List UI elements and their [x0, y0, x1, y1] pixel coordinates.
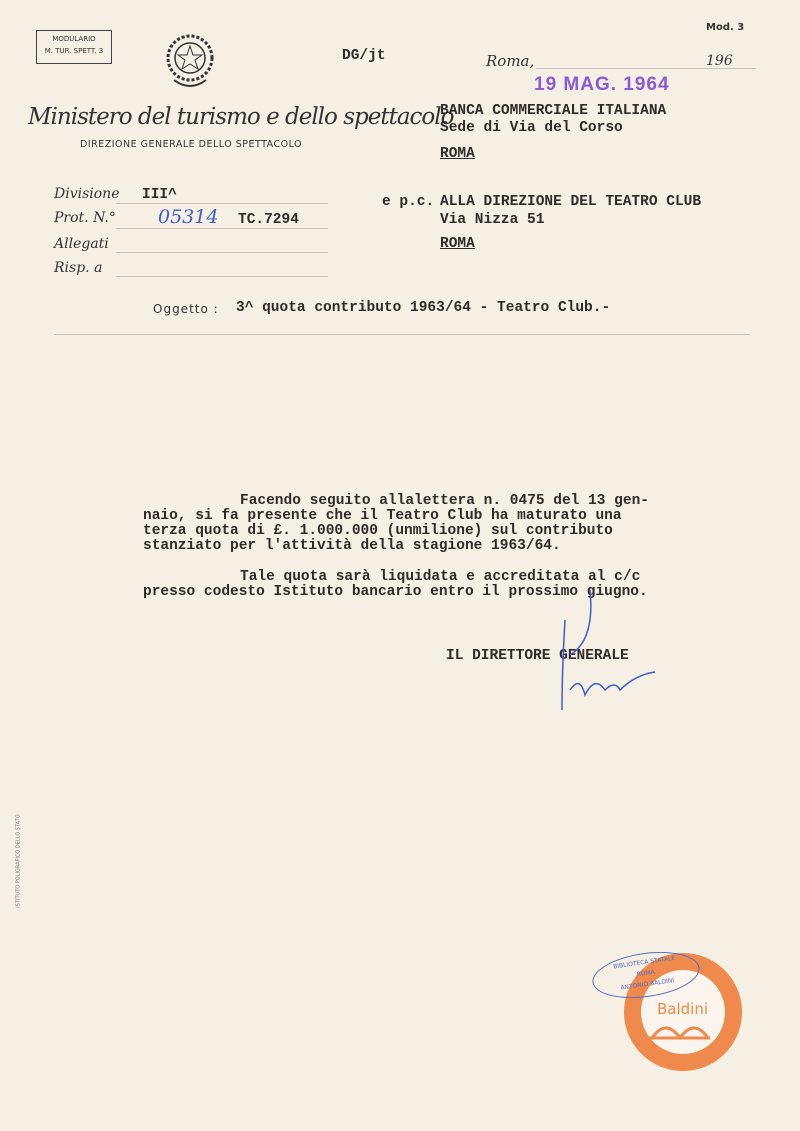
handwritten-signature [550, 580, 670, 720]
oval-line1: BIBLIOTECA STATALE [612, 954, 676, 971]
direction-name: DIREZIONE GENERALE DELLO SPETTACOLO [80, 139, 303, 150]
date-year-prefix: 196 [706, 53, 733, 69]
signature-title: IL DIRETTORE GENERALE [446, 648, 629, 664]
cc-line1: ALLA DIREZIONE DEL TEATRO CLUB [440, 194, 702, 210]
body-line: Tale quota sarà liquidata e accreditata al c/c [240, 569, 641, 585]
reference-code: DG/jt [342, 48, 386, 64]
cc-line2: Via Nizza 51 [440, 212, 545, 228]
form-box-line2: M. TUR. SPETT. 3 [44, 47, 104, 55]
prot-handwritten: 05314 [158, 206, 219, 228]
body-line: naio, si fa presente che il Teatro Club ha maturato una [143, 508, 622, 524]
division-value: III^ [142, 187, 177, 203]
logo-book-icon [650, 1018, 712, 1040]
prot-value: TC.7294 [238, 212, 299, 228]
division-label: Divisione [54, 186, 120, 202]
emblem-icon [160, 28, 220, 94]
form-box-line1: MODULARIO [52, 35, 96, 43]
date-stamp: 19 MAG. 1964 [534, 74, 670, 95]
cc-city: ROMA [440, 236, 475, 252]
body-paragraph-1 [143, 494, 649, 554]
form-number: Mod. 3 [706, 22, 745, 33]
date-place-label: Roma, [486, 52, 535, 70]
body-line: terza quota di £. 1.000.000 (unmilione) sul contributo [143, 523, 613, 539]
cc-prefix: e p.c. [382, 194, 435, 210]
recipient-line2: Sede di Via del Corso [440, 120, 623, 136]
oval-line3: ANTONIO BALDINI [620, 977, 675, 992]
body-line: Facendo seguito allalettera n. 0475 del 13 gen- [240, 493, 649, 509]
attachments-label: Allegati [54, 236, 109, 252]
form-box [36, 30, 112, 64]
body-line: presso codesto Istituto bancario entro il prossimo giugno. [143, 584, 648, 600]
ministry-name: Ministero del turismo e dello spettacolo [28, 104, 454, 130]
prot-label: Prot. N.° [54, 210, 116, 226]
subject-text: 3^ quota contributo 1963/64 - Teatro Club.- [236, 300, 611, 316]
oval-line2: ROMA [636, 968, 656, 979]
body-line: stanziato per l'attività della stagione 1963/64. [143, 538, 561, 554]
recipient-city: ROMA [440, 146, 475, 162]
recipient-line1: BANCA COMMERCIALE ITALIANA [440, 103, 667, 119]
margin-print: ISTITUTO POLIGRAFICO DELLO STATO [15, 814, 22, 908]
reply-label: Risp. a [54, 260, 103, 276]
subject-label: Oggetto : [153, 302, 219, 316]
logo-text: Baldini [657, 1000, 709, 1018]
